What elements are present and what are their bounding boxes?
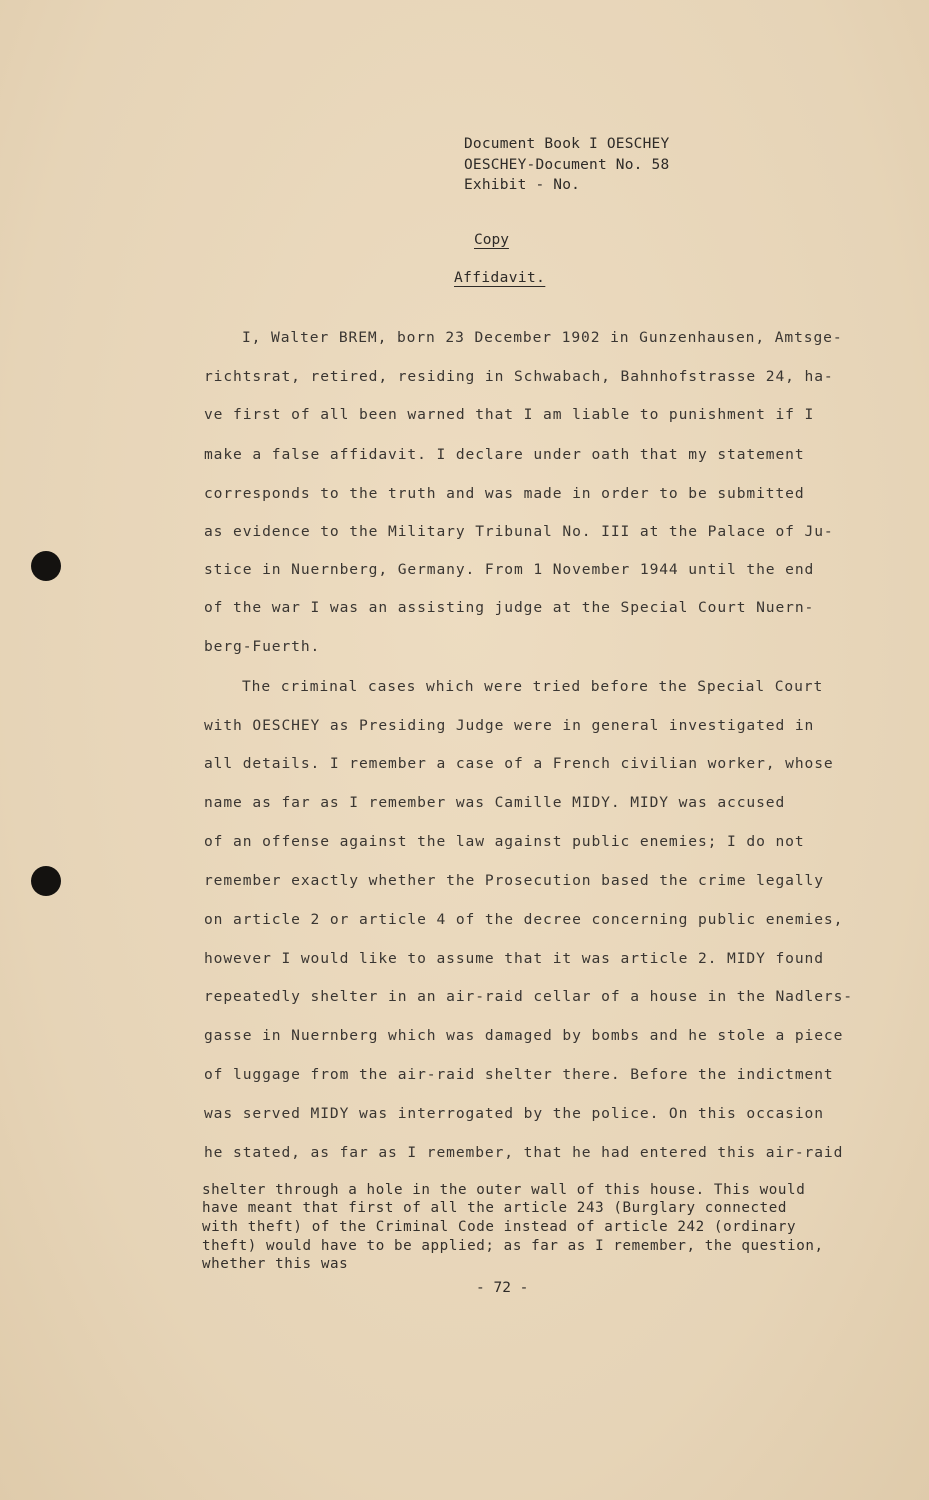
document-header — [464, 134, 669, 196]
punch-hole-bottom — [31, 866, 61, 896]
body-line: with OESCHEY as Presiding Judge were in general investigated in — [204, 717, 815, 734]
body-line: berg-Fuerth. — [204, 638, 321, 655]
body-line: of an offense against the law against public enemies; I do not — [204, 833, 805, 850]
body-line: he stated, as far as I remember, that he had entered this air-raid — [204, 1144, 844, 1161]
header-book-line: Document Book I OESCHEY — [464, 136, 670, 152]
body-line: of the war I was an assisting judge at the Special Court Nuern- — [204, 599, 815, 616]
copy-label: Copy — [474, 232, 509, 248]
body-line: however I would like to assume that it was article 2. MIDY found — [204, 950, 824, 967]
affidavit-title: Affidavit. — [454, 270, 546, 286]
body-line: as evidence to the Military Tribunal No. III at the Palace of Ju- — [204, 523, 834, 540]
body-line: richtsrat, retired, residing in Schwabach, Bahnhofstrasse 24, ha- — [204, 368, 834, 385]
body-line: remember exactly whether the Prosecution based the crime legally — [204, 872, 824, 889]
body-line: I, Walter BREM, born 23 December 1902 in Gunzenhausen, Amtsge- — [242, 329, 843, 346]
punch-hole-top — [31, 551, 61, 581]
body-line: stice in Nuernberg, Germany. From 1 November 1944 until the end — [204, 561, 815, 578]
header-document-line: OESCHEY-Document No. 58 — [464, 156, 670, 173]
body-line: on article 2 or article 4 of the decree concerning public enemies, — [204, 911, 844, 928]
body-line: shelter through a hole in the outer wall of this house. This would — [202, 1182, 806, 1198]
body-line: with theft) of the Criminal Code instead of article 242 (ordinary — [202, 1219, 797, 1235]
body-line: whether this was — [202, 1256, 349, 1272]
body-line: was served MIDY was interrogated by the police. On this occasion — [204, 1105, 824, 1122]
body-line: corresponds to the truth and was made in order to be submitted — [204, 485, 805, 502]
body-line: all details. I remember a case of a French civilian worker, whose — [204, 755, 834, 772]
body-line: gasse in Nuernberg which was damaged by bombs and he stole a piece — [204, 1027, 844, 1044]
body-line: make a false affidavit. I declare under oath that my statement — [204, 446, 805, 463]
body-line: repeatedly shelter in an air-raid cellar of a house in the Nadlers- — [204, 988, 853, 1005]
header-exhibit-line: Exhibit - No. — [464, 177, 581, 193]
body-line: The criminal cases which were tried before the Special Court — [242, 678, 824, 695]
page-number: - 72 - — [476, 1280, 529, 1296]
body-line: of luggage from the air-raid shelter there. Before the indictment — [204, 1066, 834, 1083]
body-line: have meant that first of all the article 243 (Burglary connected — [202, 1200, 788, 1216]
body-line: theft) would have to be applied; as far as I remember, the question, — [202, 1238, 824, 1254]
body-line: name as far as I remember was Camille MIDY. MIDY was accused — [204, 794, 786, 811]
body-line: ve first of all been warned that I am liable to punishment if I — [204, 406, 815, 423]
